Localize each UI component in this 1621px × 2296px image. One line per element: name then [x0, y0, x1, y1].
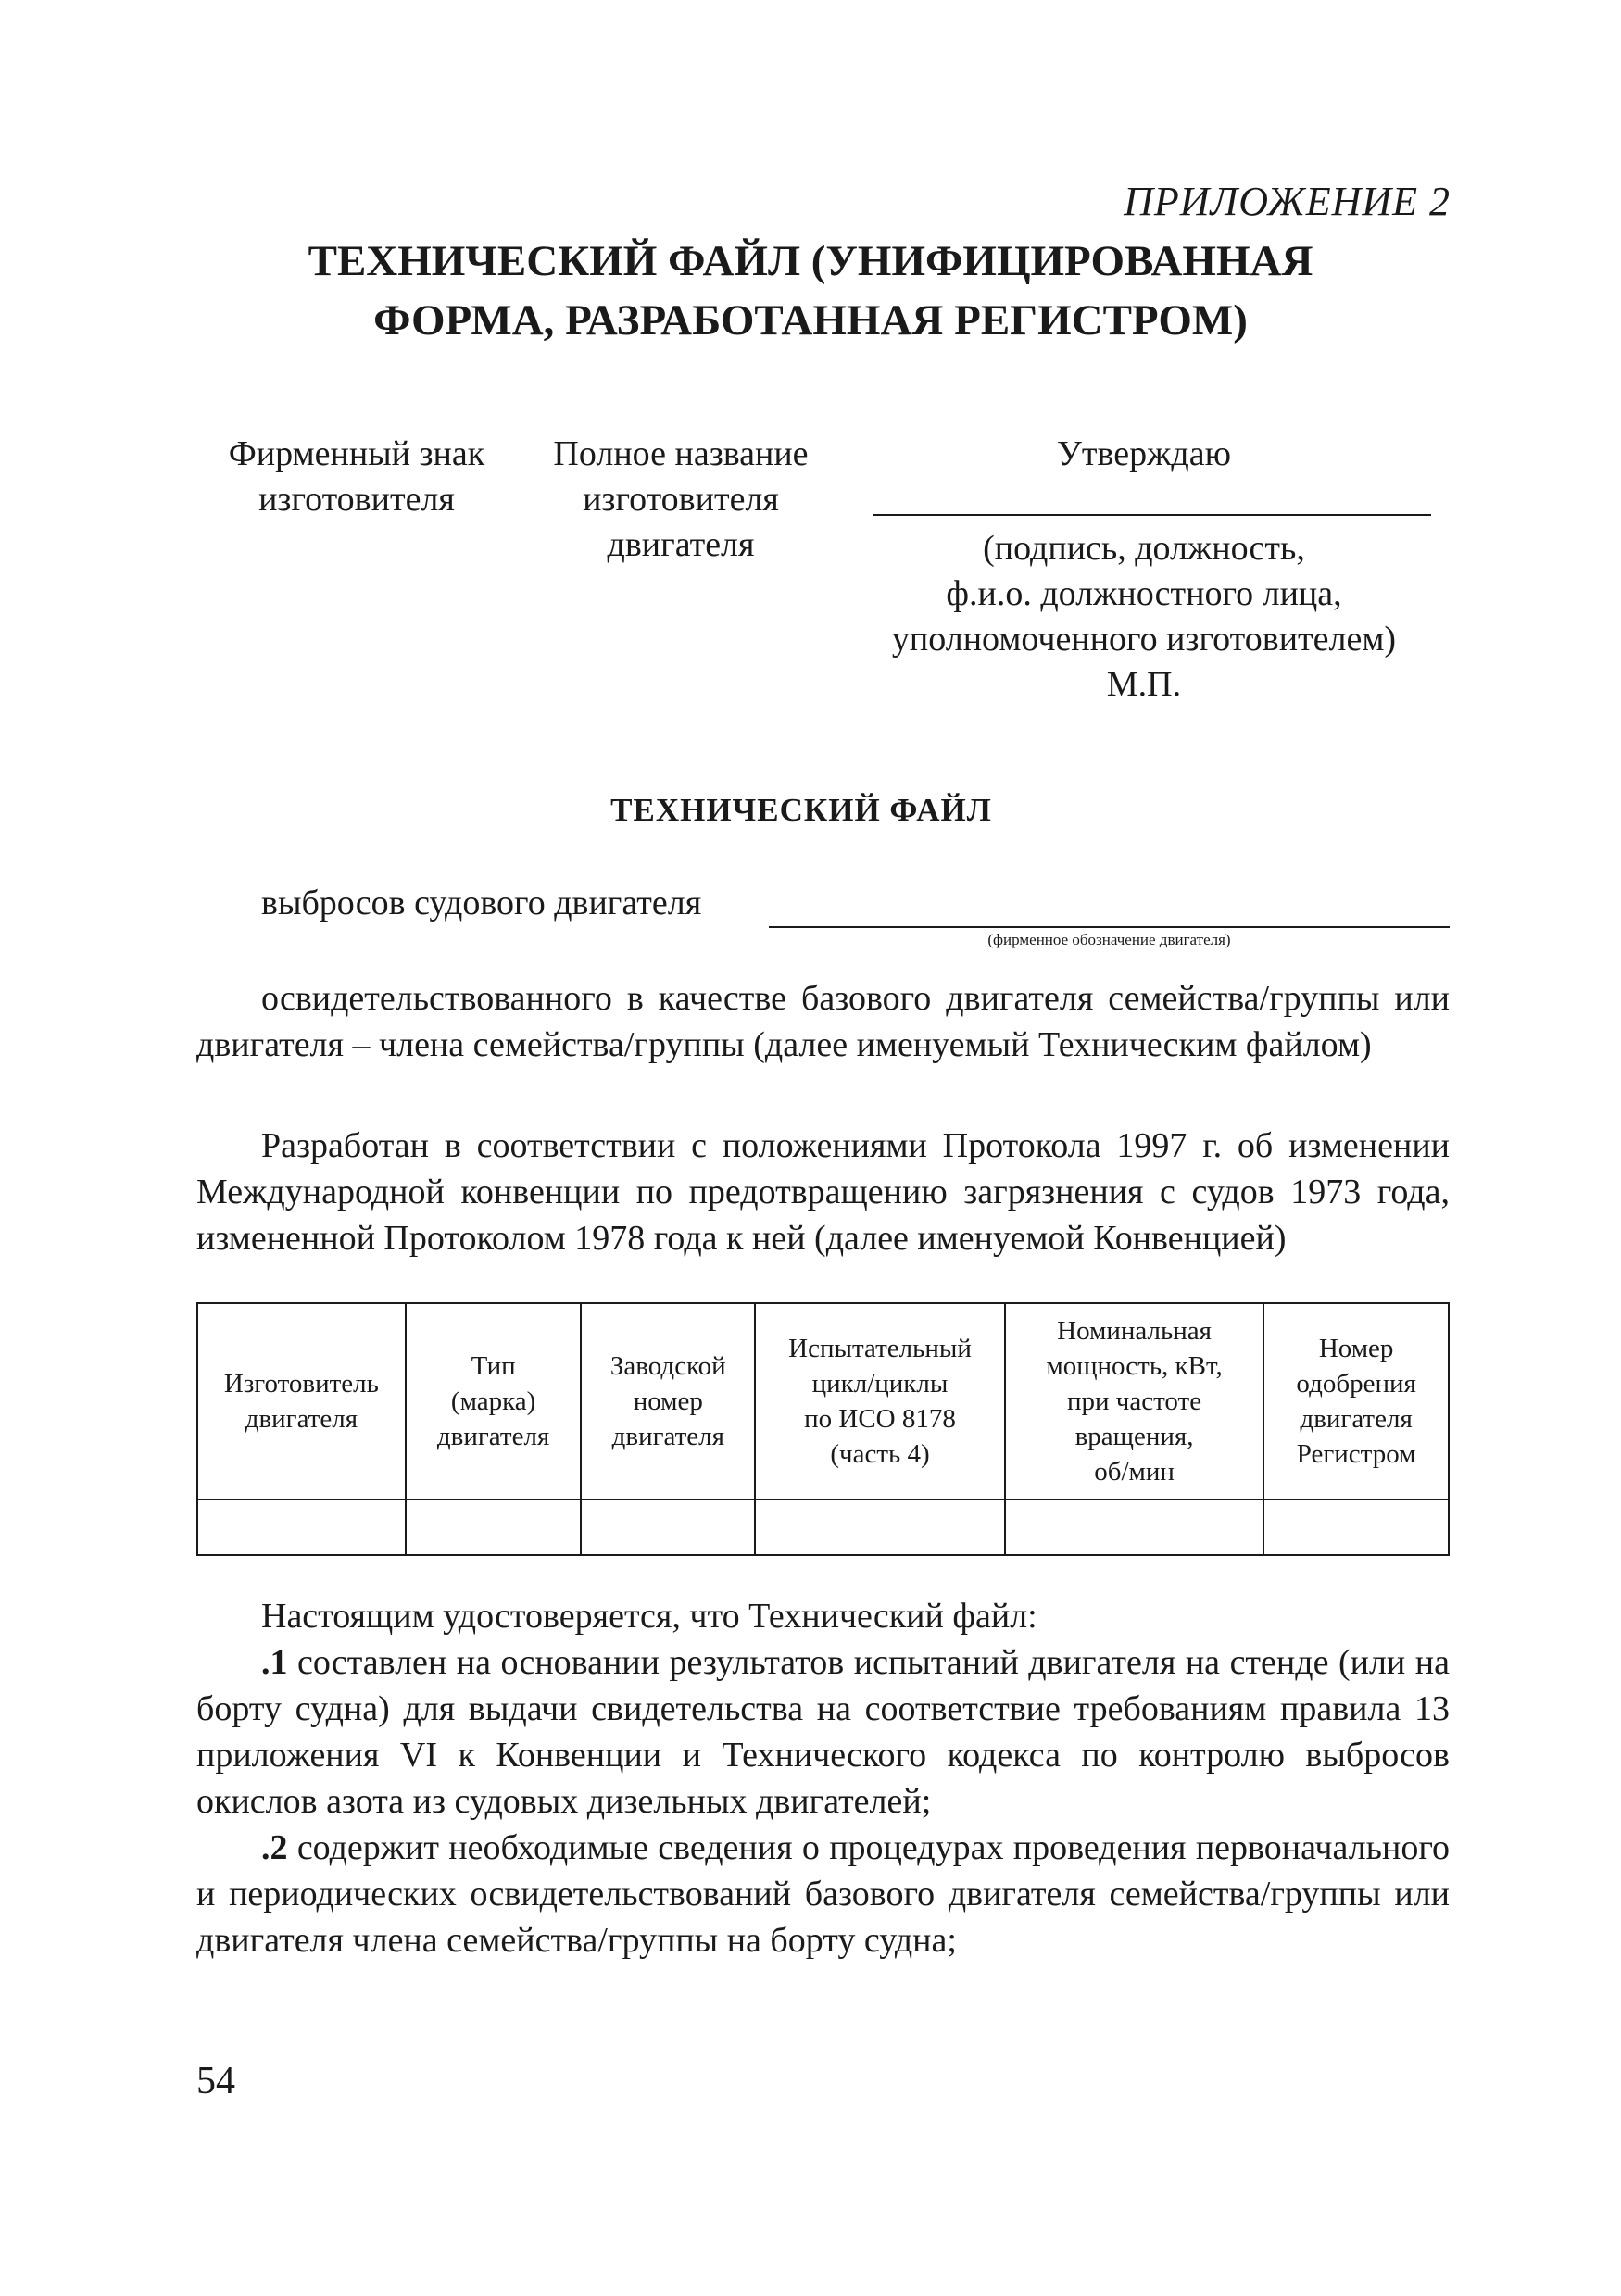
item-text: содержит необходимые сведения о процедурах проведения первоначального и периодических освидетельствований базового двигателя семейства/группы или двигателя члена семейства/группы на борту судна; [196, 1828, 1450, 1960]
engine-data-table [196, 1302, 1450, 1556]
signature-caption-line: ф.и.о. должностного лица, [946, 574, 1342, 613]
table-header-row [197, 1303, 1449, 1499]
certification-section [196, 1593, 1450, 1964]
manufacturer-name-line: Полное название [553, 434, 809, 473]
emissions-label: выбросов судового двигателя [261, 884, 702, 922]
manufacturer-mark-label [190, 432, 523, 522]
manufacturer-name-line: двигателя [607, 525, 755, 564]
paragraph-developed [196, 1123, 1450, 1261]
title-line-2: ФОРМА, РАЗРАБОТАННАЯ РЕГИСТРОМ) [373, 296, 1248, 345]
engine-designation-line [769, 926, 1450, 928]
signature-caption-line: (подпись, должность, [983, 529, 1305, 568]
header-approval-number: Номер одобрения двигателя Регистром [1263, 1303, 1449, 1499]
engine-designation-note: (фирменное обозначение двигателя) [987, 931, 1231, 948]
certify-intro: Настоящим удостоверяется, что Технический файл: [261, 1597, 1037, 1636]
paragraph-certified-text: освидетельствованного в качестве базового двигателя семейства/группы или двигателя – члена семейства/группы (далее именуемый Техническим файлом) [196, 979, 1450, 1064]
approve-label: Утверждаю [1057, 434, 1231, 473]
header-engine-type: Тип (марка) двигателя [406, 1303, 582, 1499]
page-number: 54 [196, 2060, 235, 2102]
header-test-cycle: Испытательный цикл/циклы по ИСО 8178 (часть 4) [755, 1303, 1005, 1499]
stamp-label: М.П. [1106, 665, 1182, 704]
table-cell[interactable] [406, 1499, 582, 1555]
paragraph-certified [196, 975, 1450, 1068]
header-rated-power: Номинальная мощность, кВт, при частоте вращения, об/мин [1005, 1303, 1263, 1499]
manufacturer-name-label [523, 432, 838, 568]
appendix-label: ПРИЛОЖЕНИЕ 2 [1124, 179, 1451, 224]
signature-caption [852, 526, 1436, 708]
manufacturer-name-line: изготовителя [583, 480, 779, 519]
document-title: ТЕХНИЧЕСКИЙ ФАЙЛ [610, 792, 992, 828]
header-serial-number: Заводской номер двигателя [581, 1303, 755, 1499]
item-number: .1 [261, 1643, 288, 1682]
manufacturer-mark-line: Фирменный знак [228, 434, 485, 473]
table-cell[interactable] [581, 1499, 755, 1555]
table-cell[interactable] [197, 1499, 406, 1555]
manufacturer-mark-line: изготовителя [258, 480, 455, 519]
page-title [0, 232, 1621, 350]
item-text: составлен на основании результатов испытаний двигателя на стенде (или на борту судна) для выдачи свидетельства на соответствие требованиям правила 13 приложения VI к Конвенции и Технического кодекса по контролю выбросов окислов азота из судовых дизельных двигателей; [196, 1643, 1450, 1821]
list-item [196, 1639, 1450, 1825]
table-row [197, 1499, 1449, 1555]
table-cell[interactable] [755, 1499, 1005, 1555]
paragraph-developed-text: Разработан в соответствии с положениями Протокола 1997 г. об изменении Международной конвенции по предотвращению загрязнения с судов 1973 года, измененной Протоколом 1978 года к ней (далее именуемой Конвенцией) [196, 1126, 1450, 1258]
table-cell[interactable] [1263, 1499, 1449, 1555]
item-number: .2 [261, 1828, 288, 1867]
title-line-1: ТЕХНИЧЕСКИЙ ФАЙЛ (УНИФИЦИРОВАННАЯ [308, 237, 1313, 285]
table-cell[interactable] [1005, 1499, 1263, 1555]
signature-caption-line: уполномоченного изготовителем) [891, 620, 1397, 659]
header-manufacturer: Изготовитель двигателя [197, 1303, 406, 1499]
signature-line [873, 514, 1431, 516]
list-item [196, 1825, 1450, 1964]
